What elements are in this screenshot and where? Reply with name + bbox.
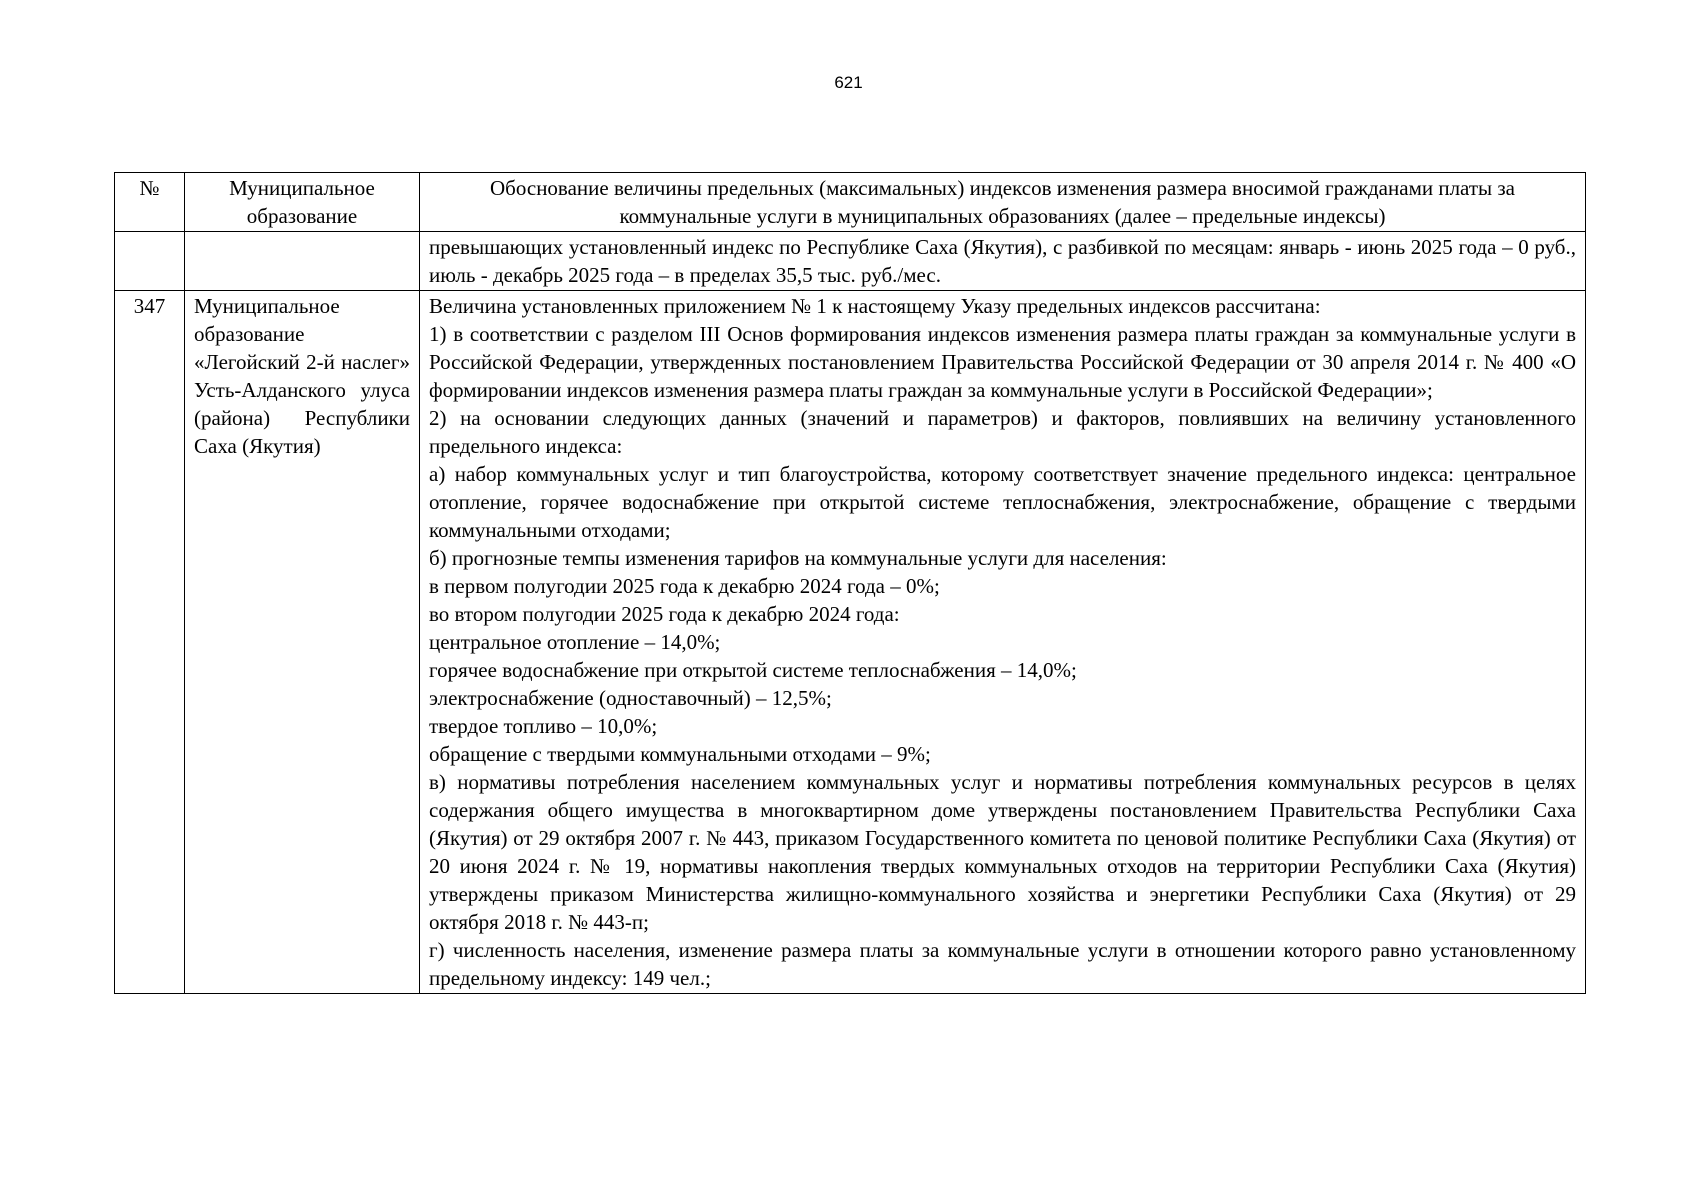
paragraph: а) набор коммунальных услуг и тип благоустройства, которому соответствует значение предельного индекса: центральное отопление, горячее водоснабжение при открытой системе теплоснабжения, электроснабжение, обращение с твердыми коммунальными отходами;: [429, 462, 1576, 542]
paragraph: г) численность населения, изменение размера платы за коммунальные услуги в отношении которого равно установленному предельному индексу: 149 чел.;: [429, 938, 1576, 990]
header-municipality: [185, 173, 420, 232]
paragraph: обращение с твердыми коммунальными отходами – 9%;: [429, 742, 931, 766]
cell-justification-continuation: превышающих установленный индекс по Республике Саха (Якутия), с разбивкой по месяцам: январь - июнь 2025 года – 0 руб., июль - декабрь 2025 года – в пределах 35,5 тыс. руб./мес.: [420, 232, 1586, 291]
paragraph: во втором полугодии 2025 года к декабрю 2024 года:: [429, 602, 900, 626]
header-municipality-line2: образование: [246, 204, 358, 228]
table-row-347: [115, 291, 1586, 994]
paragraph: в) нормативы потребления населением коммунальных услуг и нормативы потребления коммунальных ресурсов в целях содержания общего имущества в многоквартирном доме утверждены постановлением Правительства Республики Саха (Якутия) от 29 октября 2007 г. № 443, приказом Государственного комитета по ценовой политике Республики Саха (Якутия) от 20 июня 2024 г. № 19, нормативы накопления твердых коммунальных отходов на территории Республики Саха (Якутия) утверждены приказом Министерства жилищно-коммунального хозяйства и энергетики Республики Саха (Якутия) от 29 октября 2018 г. № 443-п;: [429, 770, 1576, 934]
cell-number: [115, 232, 185, 291]
paragraph: б) прогнозные темпы изменения тарифов на коммунальные услуги для населения:: [429, 546, 1167, 570]
paragraph: 2) на основании следующих данных (значений и параметров) и факторов, повлиявших на величину установленного предельного индекса:: [429, 406, 1576, 458]
page-number: 621: [834, 73, 863, 92]
cell-municipality: Муниципальное образование «Легойский 2-й наслег» Усть-Алданского улуса (района) Республики Саха (Якутия): [185, 291, 420, 994]
paragraph: 1) в соответствии с разделом III Основ формирования индексов изменения размера платы граждан за коммунальные услуги в Российской Федерации, утвержденных постановлением Правительства Российской Федерации от 30 апреля 2014 г. № 400 «О формировании индексов изменения размера платы граждан за коммунальные услуги в Российской Федерации»;: [429, 322, 1576, 402]
table-row-continuation: [115, 232, 1586, 291]
cell-municipality: [185, 232, 420, 291]
paragraph: центральное отопление – 14,0%;: [429, 630, 721, 654]
paragraph: твердое топливо – 10,0%;: [429, 714, 658, 738]
cell-number: 347: [115, 291, 185, 994]
header-number: №: [115, 173, 185, 232]
paragraph: горячее водоснабжение при открытой системе теплоснабжения – 14,0%;: [429, 658, 1077, 682]
paragraph: электроснабжение (одноставочный) – 12,5%;: [429, 686, 832, 710]
paragraph: Величина установленных приложением № 1 к настоящему Указу предельных индексов рассчитана:: [429, 294, 1321, 318]
header-justification: Обоснование величины предельных (максимальных) индексов изменения размера вносимой гражданами платы за коммунальные услуги в муниципальных образованиях (далее – предельные индексы): [420, 173, 1586, 232]
table-header-row: [115, 173, 1586, 232]
paragraph: в первом полугодии 2025 года к декабрю 2024 года – 0%;: [429, 574, 940, 598]
justification-table: [114, 172, 1586, 994]
cell-justification: [420, 291, 1586, 994]
header-municipality-line1: Муниципальное: [229, 176, 375, 200]
